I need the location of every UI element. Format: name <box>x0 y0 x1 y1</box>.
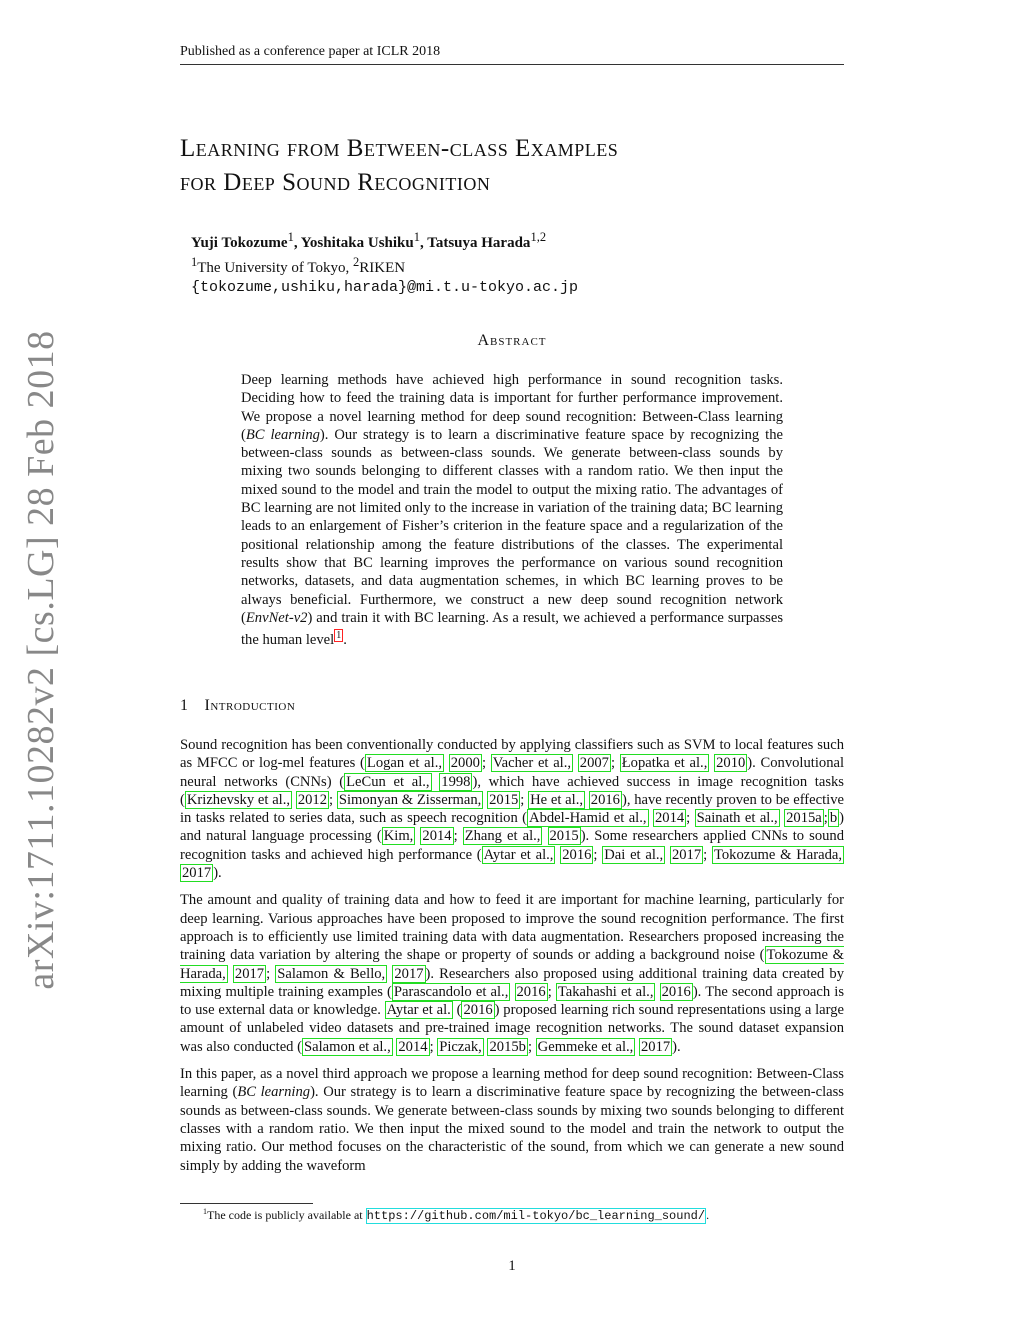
title-line-2: for Deep Sound Recognition <box>180 169 491 196</box>
citation-link[interactable]: Aytar et al., <box>483 846 554 863</box>
citation-link[interactable]: Gemmeke et al., <box>537 1038 634 1055</box>
author-2: , Yoshitaka Ushiku <box>293 235 414 251</box>
author-block <box>191 228 578 297</box>
running-header: Published as a conference paper at ICLR 2018 <box>180 44 844 65</box>
abstract-heading: Abstract <box>477 332 547 349</box>
citation-link[interactable]: Parascandolo et al., <box>393 983 509 1000</box>
author-3-affil: 1,2 <box>530 230 547 244</box>
abstract-part: ) and train it with BC learning. As a result, we achieved a performance surpasses the human level <box>241 609 783 649</box>
footnote-end: . <box>706 1208 710 1222</box>
text: ). Our strategy is to learn a discriminative feature space by recognizing the between-class sounds as between-class sounds. We generate between-class sounds by mixing two sounds belonging to different classes with a random ratio. We then input the mixed sound to the model and train the network to output the mixing ratio. Our method focuses on the characteristic of the sound, from which we can generate a new sound simply by adding the waveform <box>180 1084 844 1174</box>
text: ) proposed learning rich sound representations using a large amount of unlabeled video datasets and pre-trained image recognition networks. The sound dataset expansion was also conducted ( <box>180 1002 844 1055</box>
paragraph <box>180 736 844 882</box>
footnote-text: The code is publicly available at <box>207 1208 366 1222</box>
citation-link[interactable]: 2014 <box>654 810 685 827</box>
arxiv-identifier: arXiv:1711.10282v2 [cs.LG] 28 Feb 2018 <box>20 330 62 990</box>
citation-link[interactable]: Salamon et al., <box>303 1038 391 1055</box>
affil-marker-1: 1 <box>191 255 198 269</box>
code-url-link[interactable]: https://github.com/mil-tokyo/bc_learning_sound/ <box>366 1209 706 1223</box>
citation-link[interactable]: Logan et al., <box>366 755 443 772</box>
section-number: 1 <box>180 697 189 714</box>
paper-title <box>180 132 844 200</box>
citation-link[interactable]: LeCun et al., <box>346 773 430 790</box>
citation-link[interactable]: 2017 <box>182 865 212 882</box>
citation-link[interactable]: 2012 <box>297 791 327 808</box>
text: ), which have achieved success in image recognition tasks ( <box>180 773 844 808</box>
abstract-bc-term: BC learning <box>245 426 320 443</box>
footnote <box>203 1207 709 1223</box>
text: ; <box>481 755 491 772</box>
author-1-affil: 1 <box>287 230 294 244</box>
citation-link[interactable]: Simonyan & Zisserman, <box>338 791 482 808</box>
text: ( <box>452 1002 462 1019</box>
text: ; <box>547 983 556 1000</box>
text: ; <box>429 1038 438 1055</box>
abstract-part: . <box>343 632 347 649</box>
text: ; <box>520 791 529 808</box>
citation-link[interactable]: Kim, <box>383 828 414 845</box>
text: ; <box>453 828 463 845</box>
citation-link[interactable]: 2010 <box>716 755 746 772</box>
text: ). Researchers also proposed using additional training data created by mixing multiple training examples ( <box>180 965 845 1000</box>
text: The amount and quality of training data and how to feed it are important for machine learning, particularly for deep learning. Various approaches have been proposed to improve the sound recognition performance. The first approach is to efficiently use limited training data with data augmentation. Researchers proposed increasing the training data variation by altering the shape or property of sounds or adding a background noise ( <box>180 892 844 964</box>
citation-link[interactable]: Zhang et al., <box>464 828 541 845</box>
text: ; <box>329 791 337 808</box>
bc-term: BC learning <box>237 1084 311 1101</box>
citation-link[interactable]: Abdel-Hamid et al., <box>529 810 647 827</box>
citation-link[interactable]: He et al., <box>530 791 584 808</box>
author-3: , Tatsuya Harada <box>419 235 531 251</box>
affil-2: RIKEN <box>359 260 406 276</box>
citation-link[interactable]: 2007 <box>579 755 609 772</box>
affiliations <box>191 253 578 278</box>
citation-link[interactable]: 2017 <box>640 1038 671 1055</box>
author-1: Yuji Tokozume <box>191 235 288 251</box>
paragraph <box>180 1065 844 1175</box>
citation-link[interactable]: 2015b <box>489 1038 526 1055</box>
citation-link[interactable]: 1998 <box>441 773 471 790</box>
citation-link[interactable]: 2016 <box>590 791 620 808</box>
text: ; <box>686 810 695 827</box>
title-line-1: Learning from Between-class Examples <box>180 135 619 162</box>
abstract-envnet-term: EnvNet-v2 <box>245 609 308 626</box>
citation-link[interactable]: 2016 <box>562 846 592 863</box>
citation-link[interactable]: Dai et al., <box>604 846 664 863</box>
citation-link[interactable]: 2014 <box>422 828 452 845</box>
affil-marker-2: 2 <box>353 255 360 269</box>
author-names <box>191 228 578 253</box>
abstract-part: ). Our strategy is to learn a discriminative feature space by recognizing the between-class sounds as between-class sounds. We generate between-class sounds by mixing two sounds belonging to different classes with a random ratio. We then input the mixed sound to the model and train the model to output the mixing ratio. The advantages of BC learning are not limited only to the increase in variation of the training data; BC learning leads to an enlargement of Fisher’s criterion in the feature space and a regularization of the positional relationship among the feature distributions of the classes. The experimental results show that BC learning improves the performance on various sound recognition networks, datasets, and data augmentation schemes, in which BC learning proves to be always beneficial. Furthermore, we construct a new deep sound recognition network ( <box>241 426 783 626</box>
citation-link[interactable]: 2017 <box>671 846 702 863</box>
citation-link[interactable]: Vacher et al., <box>492 755 572 772</box>
citation-link[interactable]: Aytar et al. <box>386 1002 451 1019</box>
citation-link[interactable]: Salamon & Bello, <box>277 965 386 982</box>
citation-link[interactable]: Tokozume & Harada, <box>713 846 843 863</box>
text: ). Some researchers applied CNNs to sound recognition tasks and achieved high performance ( <box>180 828 845 863</box>
text: ). <box>213 865 222 882</box>
citation-link[interactable]: b <box>829 810 838 827</box>
text: ). <box>672 1038 681 1055</box>
abstract-text <box>241 371 783 649</box>
author-emails: {tokozume,ushiku,harada}@mi.t.u-tokyo.ac.jp <box>191 279 579 296</box>
footnote-marker: 1 <box>203 1207 207 1216</box>
citation-link[interactable]: 2016 <box>661 983 691 1000</box>
text: ). The second approach is to use external data or knowledge. <box>180 983 845 1019</box>
citation-link[interactable]: Łopatka et al., <box>621 755 708 772</box>
section-title: Introduction <box>204 697 296 714</box>
citation-link[interactable]: 2014 <box>398 1038 428 1055</box>
footnote-link[interactable]: 1 <box>336 630 342 642</box>
arxiv-sidebar <box>6 300 76 1020</box>
citation-link[interactable]: 2016 <box>516 983 546 1000</box>
footnote-rule <box>180 1203 313 1204</box>
text: ; <box>266 965 276 982</box>
citation-link[interactable]: 2016 <box>463 1002 493 1019</box>
page-number: 1 <box>508 1258 516 1274</box>
affil-1: The University of Tokyo, <box>197 260 353 276</box>
text: ; <box>823 810 828 827</box>
citation-link[interactable]: 2017 <box>394 965 424 982</box>
introduction-body <box>180 736 844 1184</box>
citation-link[interactable]: Takahashi et al., <box>557 983 654 1000</box>
citation-link[interactable]: 2015 <box>549 828 579 845</box>
citation-link[interactable]: 2000 <box>450 755 480 772</box>
citation-link[interactable]: Tokozume & Harada, <box>180 947 845 982</box>
citation-link[interactable]: 2015a <box>786 810 822 827</box>
paragraph <box>180 891 844 1056</box>
citation-link[interactable]: Krizhevsky et al., <box>186 791 291 808</box>
citation-link[interactable]: 2015 <box>489 791 519 808</box>
citation-link[interactable]: 2017 <box>234 965 265 982</box>
text: ; <box>527 1038 536 1055</box>
citation-link[interactable]: Piczak, <box>439 1038 482 1055</box>
text: Sound recognition has been conventionally conducted by applying classifiers such as SVM to local features such as MFCC or log-mel features ( <box>180 737 844 772</box>
text: ). Convolutional neural networks (CNNs) ( <box>180 755 845 790</box>
text: In this paper, as a novel third approach we propose a learning method for deep sound recognition: Between-Class learning ( <box>180 1066 844 1101</box>
text: ), have recently proven to be effective in tasks related to series data, such as speech recognition ( <box>180 791 845 827</box>
abstract-part: Deep learning methods have achieved high performance in sound recognition tasks. Deciding how to feed the training data is important for further performance improvement. We propose a novel learning method for deep sound recognition: Between-Class learning ( <box>241 372 783 443</box>
text: ; <box>703 846 712 863</box>
text: ) and natural language processing ( <box>180 810 845 845</box>
citation-link[interactable]: Sainath et al., <box>696 810 778 827</box>
section-heading-introduction <box>180 697 295 715</box>
author-2-affil: 1 <box>413 230 420 244</box>
text: ; <box>593 846 603 863</box>
text: ; <box>610 755 620 772</box>
